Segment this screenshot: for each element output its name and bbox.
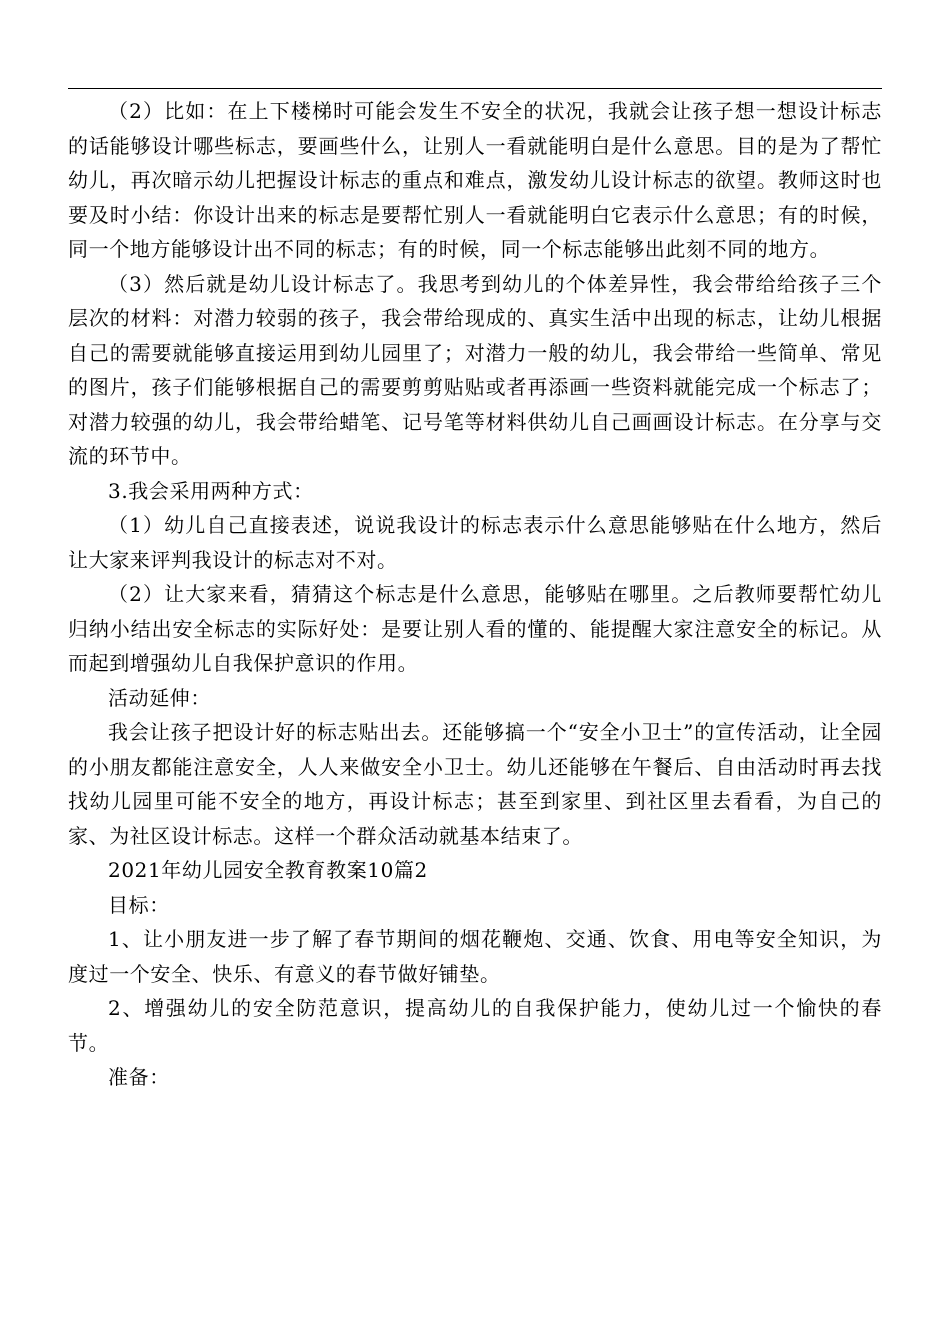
paragraph-design-materials: （3）然后就是幼儿设计标志了。我思考到幼儿的个体差异性，我会带给给孩子三个层次的材料：对潜力较弱的孩子，我会带给现成的、真实生活中出现的标志，让幼儿根据自己的需要就能够直接运用到幼儿园里了；对潜力一般的幼儿，我会带给一些简单、常见的图片，孩子们能够根据自己的需要剪剪贴贴或者再添画一些资料就能完成一个标志了；对潜力较强的幼儿，我会带给蜡笔、记号笔等材料供幼儿自己画画设计标志。在分享与交流的环节中。 bbox=[68, 271, 882, 468]
heading-activity-extension: 活动延伸： bbox=[108, 685, 211, 710]
section-title-lesson-2: 2021年幼儿园安全教育教案10篇2 bbox=[108, 858, 428, 882]
paragraph-stair-example: （2）比如：在上下楼梯时可能会发生不安全的状况，我就会让孩子想一想设计标志的话能够设计哪些标志，要画些什么，让别人一看就能明白是什么意思。目的是为了帮忙幼儿，再次暗示幼儿把握设计标志的重点和难点，激发幼儿设计标志的欲望。教师这时也要及时小结：你设计出来的标志是要帮忙别人一看就能明白它表示什么意思；有的时候，同一个地方能够设计出不同的标志；有的时候，同一个标志能够出此刻不同的地方。 bbox=[68, 99, 882, 261]
paragraph-method-two: （2）让大家来看，猜猜这个标志是什么意思，能够贴在哪里。之后教师要帮忙幼儿归纳小结出安全标志的实际好处：是要让别人看的懂的、能提醒大家注意安全的标记。从而起到增强幼儿自我保护意识的作用。 bbox=[68, 582, 882, 675]
paragraph-method-one: （1）幼儿自己直接表述，说说我设计的标志表示什么意思能够贴在什么地方，然后让大家来评判我设计的标志对不对。 bbox=[68, 513, 882, 572]
goal-item-2: 2、增强幼儿的安全防范意识，提高幼儿的自我保护能力，使幼儿过一个愉快的春节。 bbox=[68, 996, 882, 1055]
goal-item-1: 1、让小朋友进一步了解了春节期间的烟花鞭炮、交通、饮食、用电等安全知识，为度过一个安全、快乐、有意义的春节做好铺垫。 bbox=[68, 927, 882, 986]
document-body bbox=[68, 94, 882, 1095]
heading-preparation: 准备： bbox=[108, 1065, 170, 1089]
heading-goals: 目标： bbox=[108, 892, 170, 917]
paragraph-two-methods: 3.我会采用两种方式： bbox=[108, 478, 314, 503]
header-rule bbox=[68, 88, 882, 89]
paragraph-activity-extension: 我会让孩子把设计好的标志贴出去。还能够搞一个“安全小卫士”的宣传活动，让全园的小朋友都能注意安全，人人来做安全小卫士。幼儿还能够在午餐后、自由活动时再去找找幼儿园里可能不安全的地方，再设计标志；甚至到家里、到社区里去看看，为自己的家、为社区设计标志。这样一个群众活动就基本结束了。 bbox=[68, 720, 882, 848]
